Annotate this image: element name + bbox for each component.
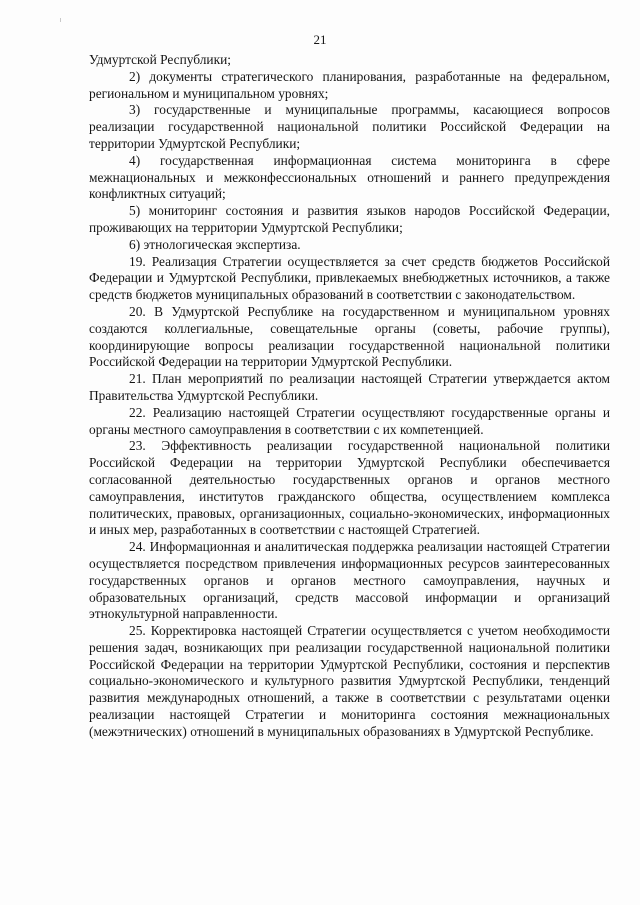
list-item-3: 3) государственные и муниципальные программы, касающиеся вопросов реализации государственной национальной политики Российской Федерации на территории Удмуртской Республики; xyxy=(89,102,610,151)
clause-19: 19. Реализация Стратегии осуществляется за счет средств бюджетов Российской Федерации и Удмуртской Республики, привлекаемых внебюджетных источников, а также средств бюджетов муниципальных образований в соответствии с законодательством. xyxy=(89,253,610,303)
page-number: 21 xyxy=(313,32,327,47)
scan-artifact xyxy=(60,18,61,22)
document-body xyxy=(89,52,610,741)
clause-20: 20. В Удмуртской Республике на государственном и муниципальном уровнях создаются коллегиальные, совещательные органы (советы, рабочие группы), координирующие вопросы реализации государственной национальной политики Российской Федерации на территории Удмуртской Республики. xyxy=(89,303,610,370)
clause-25: 25. Корректировка настоящей Стратегии осуществляется с учетом необходимости решения задач, возникающих при реализации государственной национальной политики Российской Федерации на территории Удмуртской Республики, состояния и перспектив социально-экономического и культурного развития Удмуртской Республики, тенденций развития международных отношений, а также в соответствии с результатами оценки реализации настоящей Стратегии и мониторинга состояния межнациональных (межэтнических) отношений в муниципальных образованиях в Удмуртской Республике. xyxy=(89,623,610,739)
clause-22: 22. Реализацию настоящей Стратегии осуществляют государственные органы и органы местного самоуправления в соответствии с их компетенцией. xyxy=(89,404,610,437)
list-item-2: 2) документы стратегического планирования, разработанные на федеральном, региональном и муниципальном уровнях; xyxy=(89,68,610,101)
paragraph-continuation: Удмуртской Республики; xyxy=(89,52,231,67)
list-item-6: 6) этнологическая экспертиза. xyxy=(129,236,301,252)
list-item-5: 5) мониторинг состояния и развития языков народов Российской Федерации, проживающих на территории Удмуртской Республики; xyxy=(89,203,610,235)
list-item-4: 4) государственная информационная система мониторинга в сфере межнациональных и межконфессиональных отношений и раннего предупреждения конфликтных ситуаций; xyxy=(89,152,610,202)
clause-24: 24. Информационная и аналитическая поддержка реализации настоящей Стратегии осуществляется посредством привлечения информационных ресурсов заинтересованных государственных органов и органов местного самоуправления, научных и образовательных организаций, средств массовой информации и организаций этнокультурной направленности. xyxy=(89,539,610,622)
clause-23: 23. Эффективность реализации государственной национальной политики Российской Федерации на территории Удмуртской Республики обеспечивается согласованной деятельностью государственных органов и органов местного самоуправления, институтов гражданского общества, осуществлением комплекса политических, правовых, организационных, социально-экономических, информационных и иных мер, разработанных в соответствии с настоящей Стратегией. xyxy=(89,438,610,538)
clause-21: 21. План мероприятий по реализации настоящей Стратегии утверждается актом Правительства Удмуртской Республики. xyxy=(89,371,610,403)
